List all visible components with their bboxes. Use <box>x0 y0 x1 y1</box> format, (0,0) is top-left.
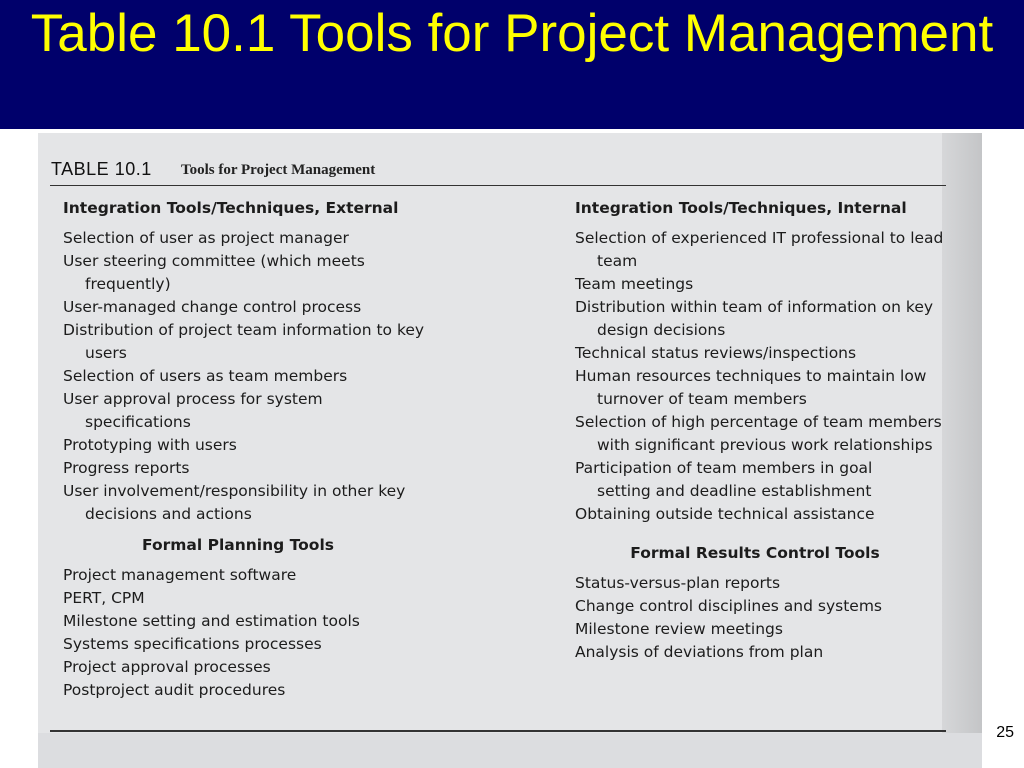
list-item: Systems specifications processes <box>63 635 322 653</box>
section-heading-formal-results-control: Formal Results Control Tools <box>630 544 880 562</box>
list-item: User approval process for system specifications <box>63 390 323 431</box>
internal-integration-list <box>575 227 965 526</box>
list-item: Prototyping with users <box>63 436 237 454</box>
section-gap <box>63 526 483 534</box>
list-item: Status-versus-plan reports <box>575 574 781 592</box>
list-item: Human resources techniques to maintain low turnover of team members <box>575 367 927 408</box>
left-column <box>63 197 483 702</box>
table-caption: Tools for Project Management <box>181 162 376 178</box>
list-item: Analysis of deviations from plan <box>575 643 824 661</box>
slide-title: Table 10.1 Tools for Project Management <box>30 4 994 63</box>
table-top-rule <box>50 185 946 186</box>
table-label: TABLE 10.1 <box>51 159 152 179</box>
list-item: Change control disciplines and systems <box>575 597 882 615</box>
formal-planning-list <box>63 564 483 702</box>
section-heading-external-integration: Integration Tools/Techniques, External <box>63 199 399 217</box>
list-item: Project management software <box>63 566 297 584</box>
title-bar <box>0 0 1024 129</box>
scanned-table-image <box>38 133 982 768</box>
list-item: Milestone review meetings <box>575 620 783 638</box>
external-integration-list <box>63 227 483 526</box>
list-item: Selection of user as project manager <box>63 229 349 247</box>
list-item: Participation of team members in goal setting and deadline establishment <box>575 459 873 500</box>
list-item: Technical status reviews/inspections <box>575 344 857 362</box>
list-item: Distribution within team of information on key design decisions <box>575 298 934 339</box>
list-item: User-managed change control process <box>63 298 362 316</box>
list-item: Selection of users as team members <box>63 367 348 385</box>
list-item: Milestone setting and estimation tools <box>63 612 360 630</box>
list-item: Obtaining outside technical assistance <box>575 505 875 523</box>
list-item: User steering committee (which meets frequently) <box>63 252 365 293</box>
section-gap <box>575 526 965 542</box>
list-item: Selection of experienced IT professional to lead team <box>575 229 944 270</box>
right-column <box>575 197 965 664</box>
list-item: Postproject audit procedures <box>63 681 286 699</box>
list-item: PERT, CPM <box>63 589 145 607</box>
list-item: Distribution of project team information to key users <box>63 321 425 362</box>
page-number: 25 <box>996 724 1014 741</box>
list-item: Selection of high percentage of team members with significant previous work relationships <box>575 413 942 454</box>
list-item: Progress reports <box>63 459 190 477</box>
table-bottom-rule <box>50 730 946 732</box>
list-item: User involvement/responsibility in other key decisions and actions <box>63 482 406 523</box>
list-item: Team meetings <box>575 275 694 293</box>
section-heading-internal-integration: Integration Tools/Techniques, Internal <box>575 199 907 217</box>
section-heading-formal-planning: Formal Planning Tools <box>142 536 334 554</box>
page-bottom-margin <box>38 733 982 768</box>
list-item: Project approval processes <box>63 658 271 676</box>
formal-results-control-list <box>575 572 965 664</box>
